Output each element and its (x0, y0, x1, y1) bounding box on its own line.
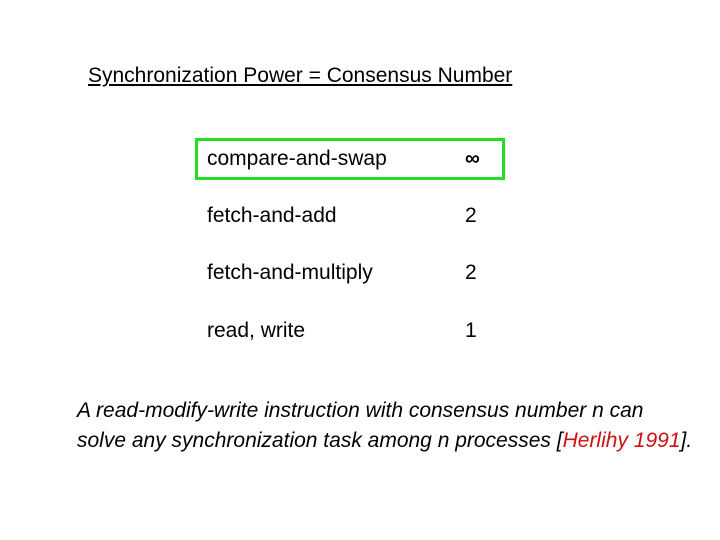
slide-title: Synchronization Power = Consensus Number (88, 64, 513, 87)
consensus-number-value: 2 (465, 261, 477, 284)
consensus-number-value: 2 (465, 204, 477, 227)
note-text: A read-modify-write instruction with consensus number n can solve any synchronization task among n processes [ (77, 399, 644, 452)
consensus-number-value: 1 (465, 319, 477, 342)
note-text-end: ]. (680, 429, 693, 452)
operation-name: fetch-and-multiply (207, 261, 373, 284)
table-row-fetch-and-add (195, 195, 505, 237)
consensus-note (77, 396, 697, 456)
consensus-number-value: ∞ (465, 147, 480, 170)
table-row-compare-and-swap (195, 138, 505, 180)
citation: Herlihy 1991 (562, 429, 681, 452)
operation-name: compare-and-swap (207, 147, 387, 170)
operation-name: read, write (207, 319, 306, 342)
table-row-fetch-and-multiply (195, 252, 505, 294)
operation-name: fetch-and-add (207, 204, 337, 227)
table-row-read-write (195, 310, 505, 352)
